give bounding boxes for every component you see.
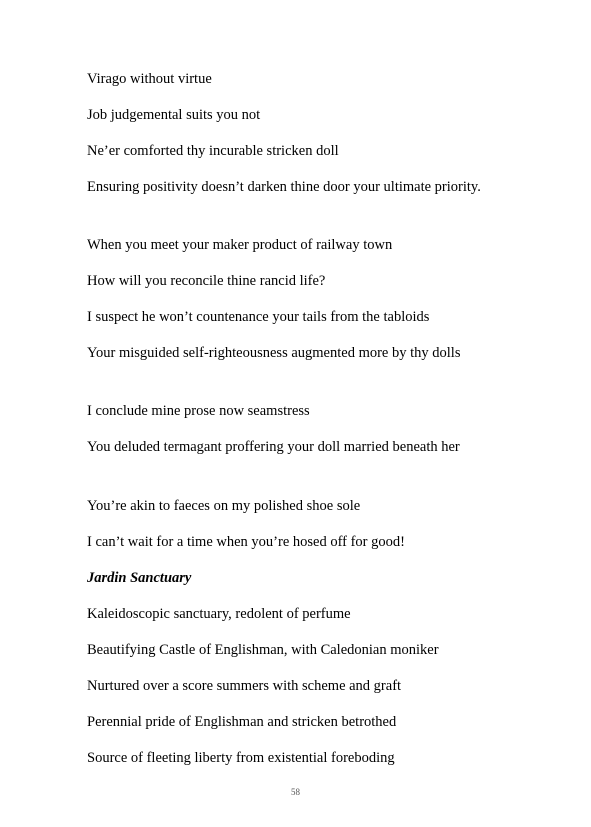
poem-line: Virago without virtue xyxy=(87,71,212,87)
poem-line: When you meet your maker product of railway town xyxy=(87,237,393,253)
poem-line: Ne’er comforted thy incurable stricken doll xyxy=(87,143,339,159)
poem-line: Ensuring positivity doesn’t darken thine door your ultimate priority. xyxy=(87,179,481,195)
poem-line: You’re akin to faeces on my polished shoe sole xyxy=(87,498,361,514)
poem-line: Beautifying Castle of Englishman, with Caledonian moniker xyxy=(87,642,439,658)
poem-line: Source of fleeting liberty from existential foreboding xyxy=(87,750,395,766)
poem-line: How will you reconcile thine rancid life? xyxy=(87,273,326,289)
poem-line: I conclude mine prose now seamstress xyxy=(87,403,310,419)
poem-line: Kaleidoscopic sanctuary, redolent of perfume xyxy=(87,606,351,622)
poem-line: You deluded termagant proffering your doll married beneath her xyxy=(87,439,460,455)
poem-line: I can’t wait for a time when you’re hosed off for good! xyxy=(87,534,405,550)
page-number: 58 xyxy=(291,787,300,797)
poem-line: Job judgemental suits you not xyxy=(87,107,261,123)
poem-line: I suspect he won’t countenance your tails from the tabloids xyxy=(87,309,430,325)
poem-line: Nurtured over a score summers with scheme and graft xyxy=(87,678,402,694)
poem-line: Perennial pride of Englishman and stricken betrothed xyxy=(87,714,397,730)
poem-line: Your misguided self-righteousness augmented more by thy dolls xyxy=(87,345,461,361)
section-title: Jardin Sanctuary xyxy=(87,570,192,586)
